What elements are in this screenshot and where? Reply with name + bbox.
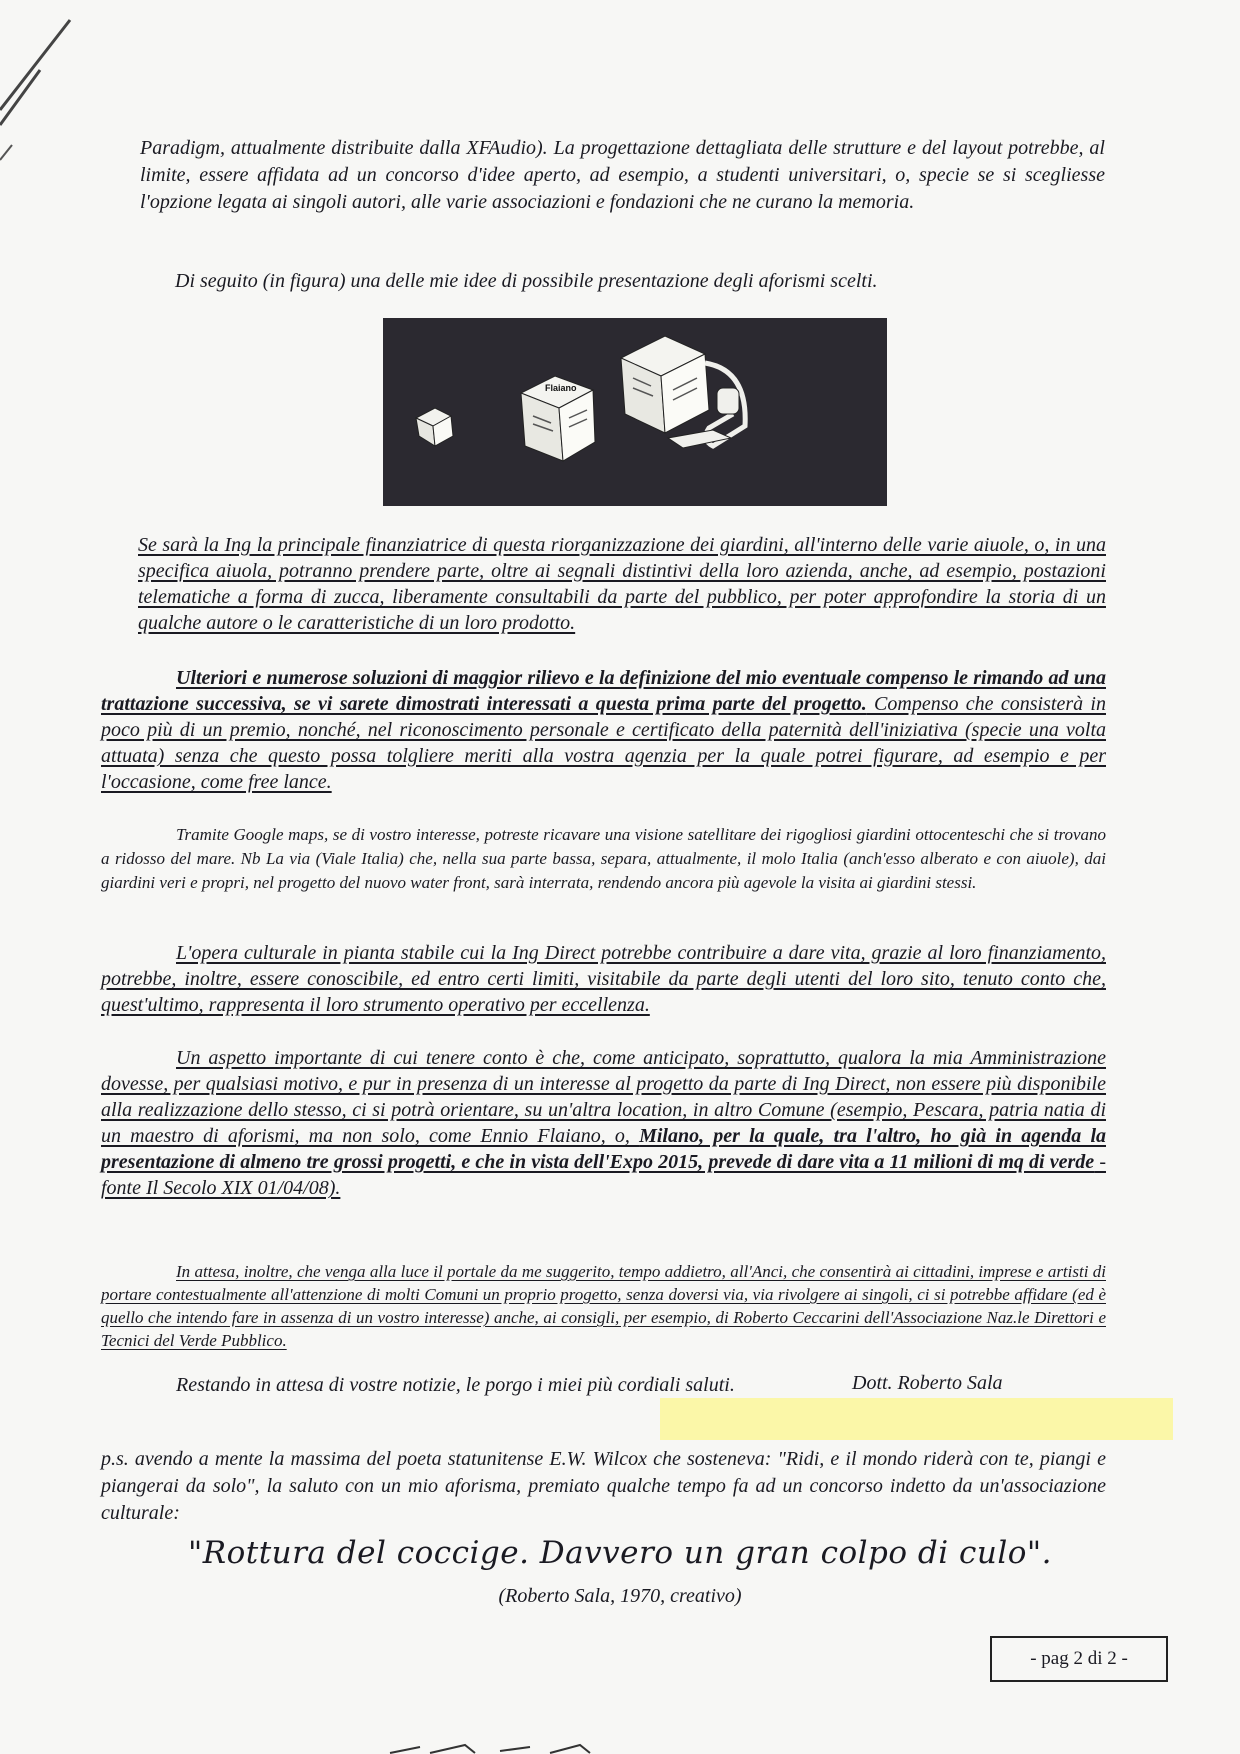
- highlight-redaction: [660, 1398, 1173, 1440]
- location-bold: Milano, per la quale, tra l'altro, ho già in agenda la presentazione di almeno tre grossi progetti, e che in vista dell'Expo 2015, prevede di dare vita a 11 milioni di mq di verde: [101, 1125, 1106, 1173]
- small-cube-icon: [416, 408, 453, 446]
- compensation-bold: Ulteriori e numerose soluzioni di maggior rilievo e la definizione del mio eventuale compenso le rimando ad una trattazione successiva, se vi sarete dimostrati interessati a questa prima parte del progetto.: [101, 667, 1106, 715]
- page-number: - pag 2 di 2 -: [1030, 1648, 1128, 1669]
- location-end: - fonte Il Secolo XIX 01/04/08).: [101, 1151, 1106, 1199]
- paragraph-cultural-work: L'opera culturale in pianta stabile cui la Ing Direct potrebbe contribuire a dare vita, grazie al loro finanziamento, potrebbe, inoltre, essere conoscibile, ed entro certi limiti, visitabile da parte degli utenti del loro sito, tenuto conto che, quest'ultimo, rappresenta il loro strumento operativo per eccellenza.: [101, 942, 1106, 1016]
- paragraph-figure-intro: Di seguito (in figura) una delle mie idee di possibile presentazione degli aforismi scelti.: [175, 270, 878, 292]
- aphorism-quote: "Rottura del coccige. Davvero un gran colpo di culo".: [187, 1535, 1053, 1571]
- paragraph-ing-sponsor: Se sarà la Ing la principale finanziatrice di questa riorganizzazione dei giardini, all'interno delle varie aiuole, o, in una specifica aiuola, potranno prendere parte, oltre ai segnali distintivi della loro azienda, anche, ad esempio, postazioni telematiche a forma di zucca, liberamente consultabili da parte del pubblico, per poter approfondire la storia di un qualche autore o le caratteristiche di un loro prodotto.: [138, 534, 1106, 634]
- aphorism-author: (Roberto Sala, 1970, creativo): [498, 1585, 742, 1607]
- bottom-scrawl-mark: [380, 1735, 680, 1754]
- paragraph-postscript: p.s. avendo a mente la massima del poeta statunitense E.W. Wilcox che sosteneva: "Ridi, e il mondo riderà con te, piangi e piangerai da solo", la saluto con un mio aforisma, premiato qualche tempo fa ad un concorso indetto da un'associazione culturale:: [101, 1448, 1106, 1524]
- figure-label: Flaiano: [545, 383, 577, 393]
- location-start: Un aspetto importante di cui tenere conto è che, come anticipato, soprattutto, qualora la mia Amministrazione dovesse, per qualsiasi motivo, e pur in presenza di un interesse al progetto da parte di Ing Direct, non essere più disponibile alla realizzazione dello stesso, ci si potrà orientare, su un'altra location, in altro Comune (esempio, Pescara, patria natia di un maestro di aforismi, ma non solo, come Ennio Flaiano, o,: [101, 1047, 1106, 1147]
- aphorism-cubes-figure: [383, 318, 887, 506]
- large-cube-icon: [621, 336, 709, 433]
- paragraph-intro-continuation: Paradigm, attualmente distribuite dalla XFAudio). La progettazione dettagliata delle strutture e del layout potrebbe, al limite, essere affidata ad un concorso d'idee aperto, ad esempio, a studenti universitari, o, specie se si scegliesse l'opzione legata ai singoli autori, alle varie associazioni e fondazioni che ne curano la memoria.: [140, 137, 1105, 213]
- paragraph-alternative-location: [101, 1045, 1106, 1201]
- signature: Dott. Roberto Sala: [852, 1372, 1003, 1394]
- paragraph-anci-portal: In attesa, inoltre, che venga alla luce il portale da me suggerito, tempo addietro, all'Anci, che consentirà ai cittadini, imprese e artisti di portare contestualmente all'attenzione di molti Comuni un proprio progetto, senza doversi via, via rivolgere ai singoli, ci si potrebbe affidare (ed è quello che intendo fare in assenza di un vostro interesse) anche, ai consigli, per esempio, di Roberto Ceccarini dell'Associazione Naz.le Direttori e Tecnici del Verde Pubblico.: [101, 1262, 1106, 1350]
- paragraph-google-maps: Tramite Google maps, se di vostro interesse, potreste ricavare una visione satellitare dei rigogliosi giardini ottocenteschi che si trovano a ridosso del mare. Nb La via (Viale Italia) che, nella sua parte bassa, separa, attualmente, il molo Italia (anch'esso alberato e con aiuole), dai giardini veri e propri, nel progetto del nuovo water front, sarà interrata, rendendo ancora più agevole la visita ai giardini stessi.: [101, 825, 1106, 892]
- paragraph-closing: Restando in attesa di vostre notizie, le porgo i miei più cordiali saluti.: [176, 1374, 735, 1396]
- paragraph-compensation: [101, 665, 1106, 795]
- page-number-box: [990, 1636, 1168, 1682]
- compensation-rest: Compenso che consisterà in poco più di un premio, nonché, nel riconoscimento personale e certificato della paternità dell'iniziativa (specie una volta attuata) senza che questo possa tolgliere meriti alla vostra agenzia per la quale potrei figurare, ad esempio e per l'occasione, come free lance.: [101, 693, 1106, 793]
